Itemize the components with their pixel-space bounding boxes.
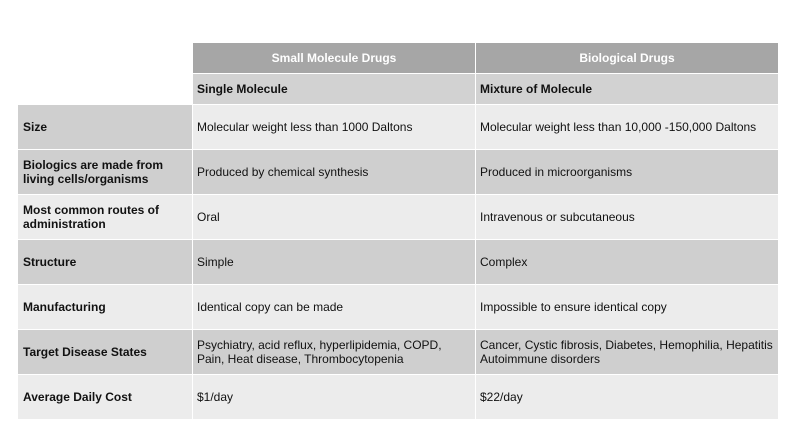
cell-target-disease-bio: Cancer, Cystic fibrosis, Diabetes, Hemophilia, Hepatitis Autoimmune disorders xyxy=(476,330,778,374)
cell-daily-cost-bio: $22/day xyxy=(476,375,778,419)
row-label-structure: Structure xyxy=(18,240,192,284)
table-corner xyxy=(18,43,192,73)
row-label-source: Biologics are made from living cells/organisms xyxy=(18,150,192,194)
row-label-daily-cost: Average Daily Cost xyxy=(18,375,192,419)
comparison-table xyxy=(18,43,778,419)
cell-daily-cost-small: $1/day xyxy=(193,375,475,419)
cell-routes-bio: Intravenous or subcutaneous xyxy=(476,195,778,239)
cell-manufacturing-bio: Impossible to ensure identical copy xyxy=(476,285,778,329)
cell-structure-bio: Complex xyxy=(476,240,778,284)
subheader-small-molecule: Single Molecule xyxy=(193,74,475,104)
row-label-routes: Most common routes of administration xyxy=(18,195,192,239)
column-header-biological: Biological Drugs xyxy=(476,43,778,73)
table-corner-sub xyxy=(18,74,192,104)
cell-structure-small: Simple xyxy=(193,240,475,284)
cell-source-bio: Produced in microorganisms xyxy=(476,150,778,194)
row-label-manufacturing: Manufacturing xyxy=(18,285,192,329)
cell-source-small: Produced by chemical synthesis xyxy=(193,150,475,194)
row-label-size: Size xyxy=(18,105,192,149)
cell-target-disease-small: Psychiatry, acid reflux, hyperlipidemia, COPD, Pain, Heat disease, Thrombocytopenia xyxy=(193,330,475,374)
row-label-target-disease: Target Disease States xyxy=(18,330,192,374)
subheader-biological: Mixture of Molecule xyxy=(476,74,778,104)
cell-size-small: Molecular weight less than 1000 Daltons xyxy=(193,105,475,149)
cell-manufacturing-small: Identical copy can be made xyxy=(193,285,475,329)
cell-size-bio: Molecular weight less than 10,000 -150,000 Daltons xyxy=(476,105,778,149)
column-header-small-molecule: Small Molecule Drugs xyxy=(193,43,475,73)
cell-routes-small: Oral xyxy=(193,195,475,239)
